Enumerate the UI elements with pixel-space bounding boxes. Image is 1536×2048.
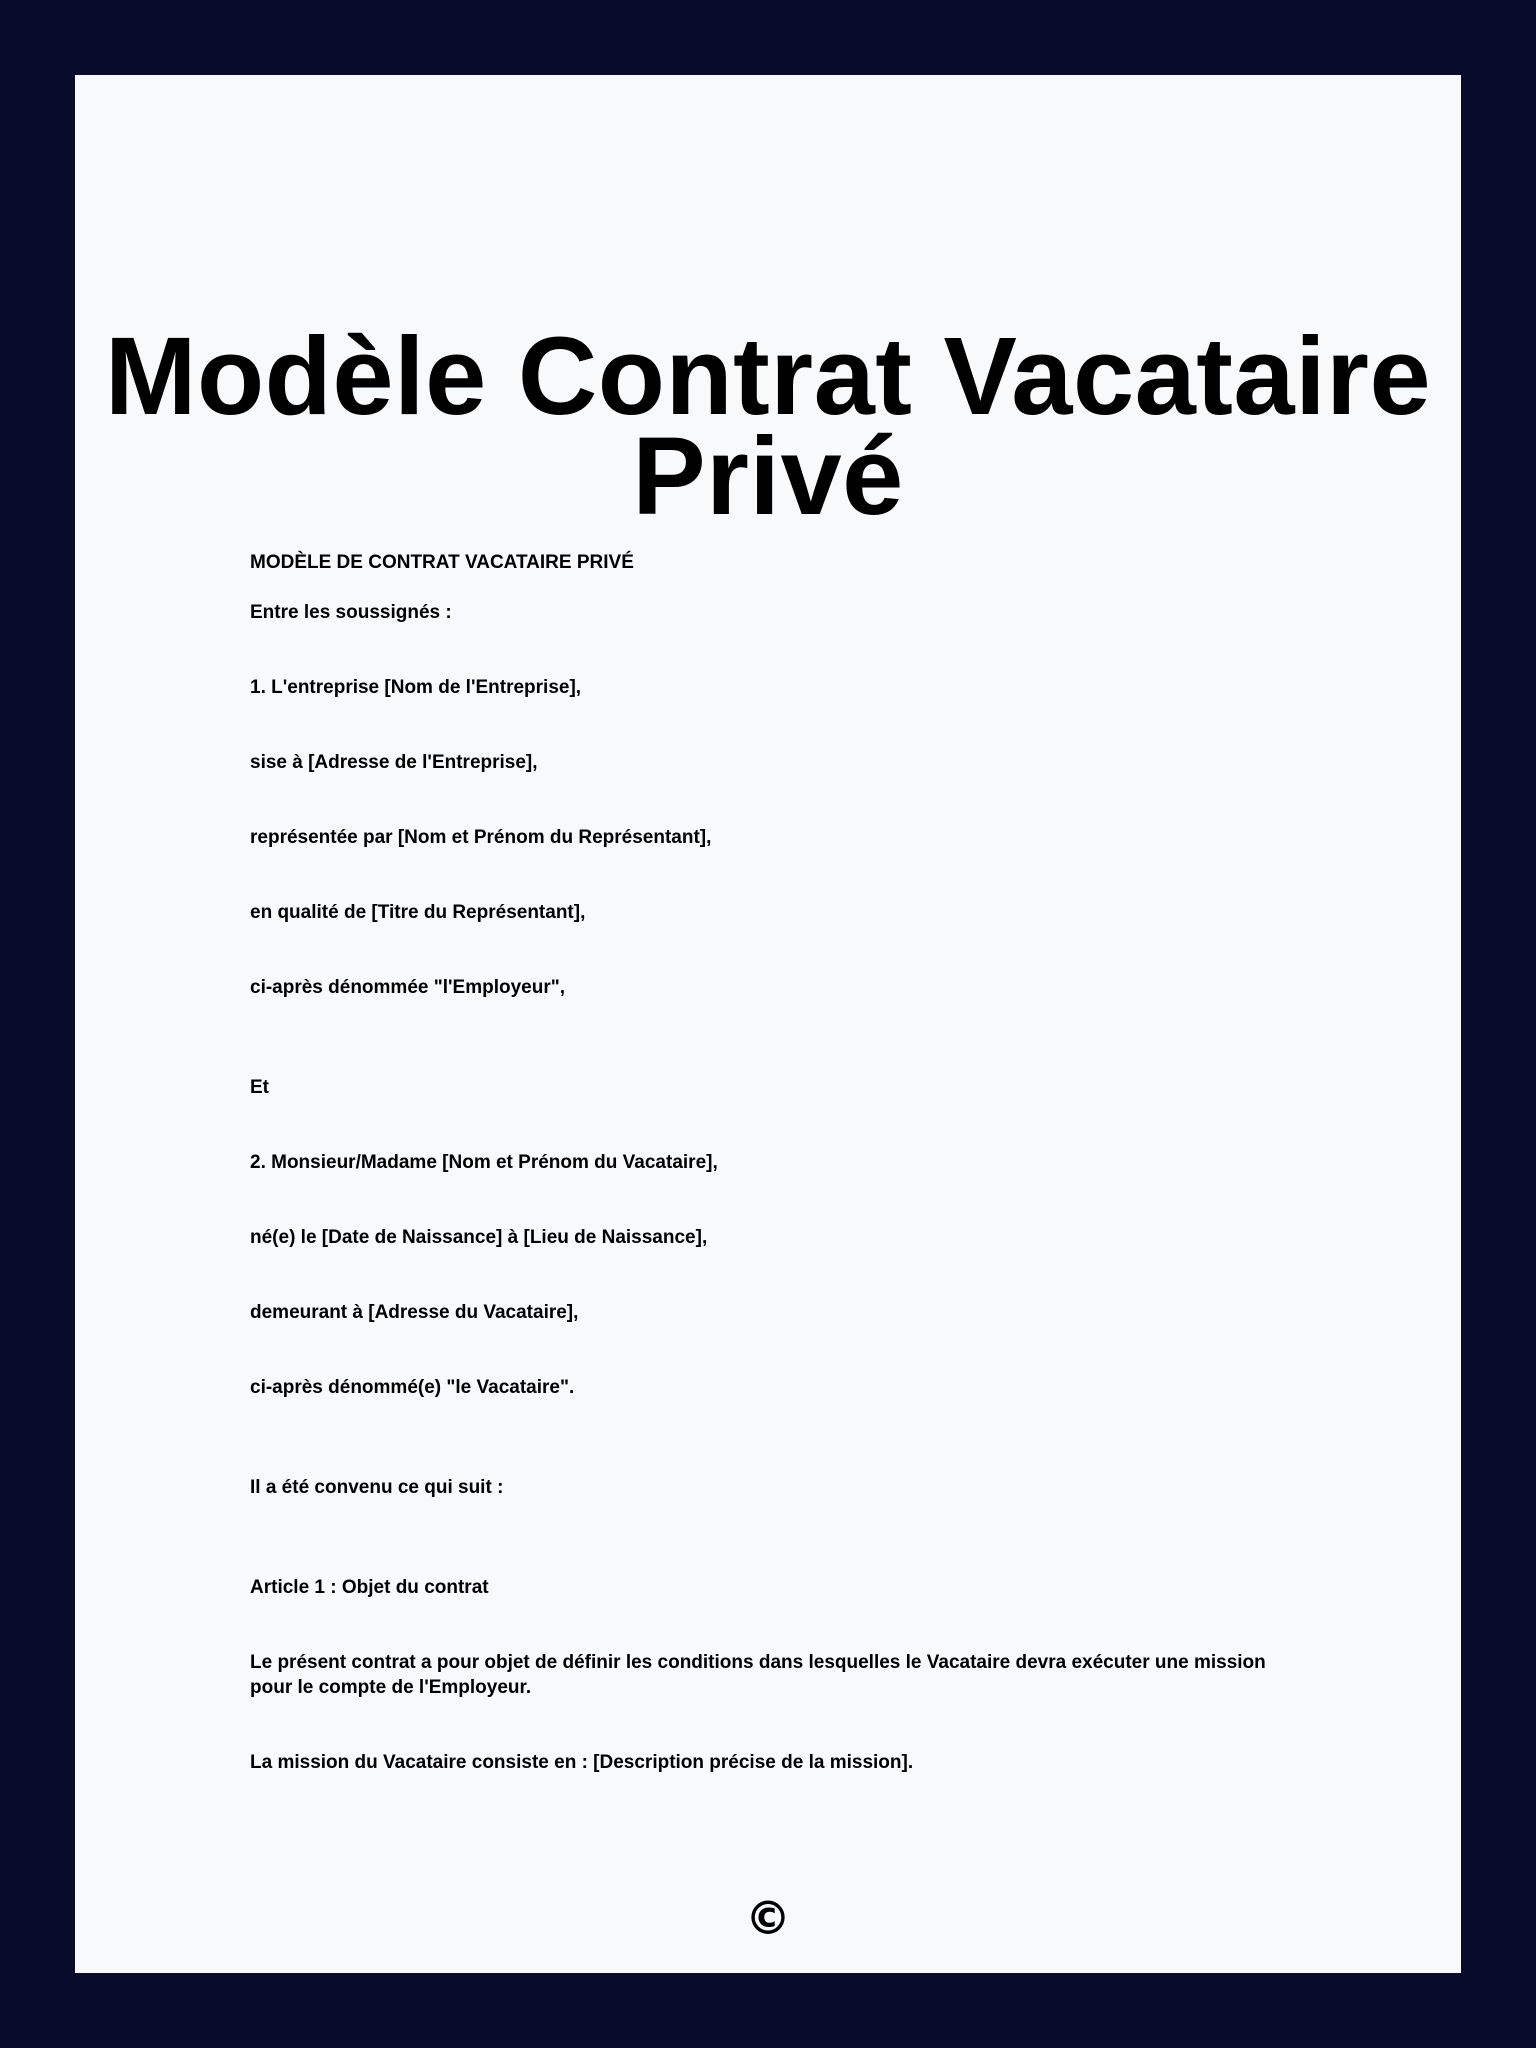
vacataire-line-4: ci-après dénommé(e) "le Vacataire". xyxy=(250,1377,575,1398)
and-separator: Et xyxy=(250,1077,269,1098)
article-1-paragraph-1: Le présent contrat a pour objet de définir les conditions dans lesquelles le Vacataire devra exécuter une mission pour le compte de l'Employeur. xyxy=(250,1652,1266,1698)
vacataire-line-2: né(e) le [Date de Naissance] à [Lieu de Naissance], xyxy=(250,1227,708,1248)
article-1-title: Article 1 : Objet du contrat xyxy=(250,1577,489,1598)
vacataire-line-1: 2. Monsieur/Madame [Nom et Prénom du Vacataire], xyxy=(250,1152,718,1173)
employer-line-1: 1. L'entreprise [Nom de l'Entreprise], xyxy=(250,677,582,698)
employer-line-2: sise à [Adresse de l'Entreprise], xyxy=(250,752,538,773)
intro-text: Entre les soussignés : xyxy=(250,602,452,623)
employer-line-3: représentée par [Nom et Prénom du Représentant], xyxy=(250,827,712,848)
employer-line-5: ci-après dénommée "l'Employeur", xyxy=(250,977,566,998)
vacataire-line-3: demeurant à [Adresse du Vacataire], xyxy=(250,1302,579,1323)
copyright-icon: © xyxy=(745,1891,791,1945)
article-1-paragraph-2: La mission du Vacataire consiste en : [Description précise de la mission]. xyxy=(250,1752,914,1773)
agreement-text: Il a été convenu ce qui suit : xyxy=(250,1477,504,1498)
contract-heading: MODÈLE DE CONTRAT VACATAIRE PRIVÉ xyxy=(250,552,634,573)
employer-line-4: en qualité de [Titre du Représentant], xyxy=(250,902,586,923)
document-page xyxy=(75,75,1461,1973)
document-title: Modèle Contrat Vacataire Privé xyxy=(104,315,1432,538)
